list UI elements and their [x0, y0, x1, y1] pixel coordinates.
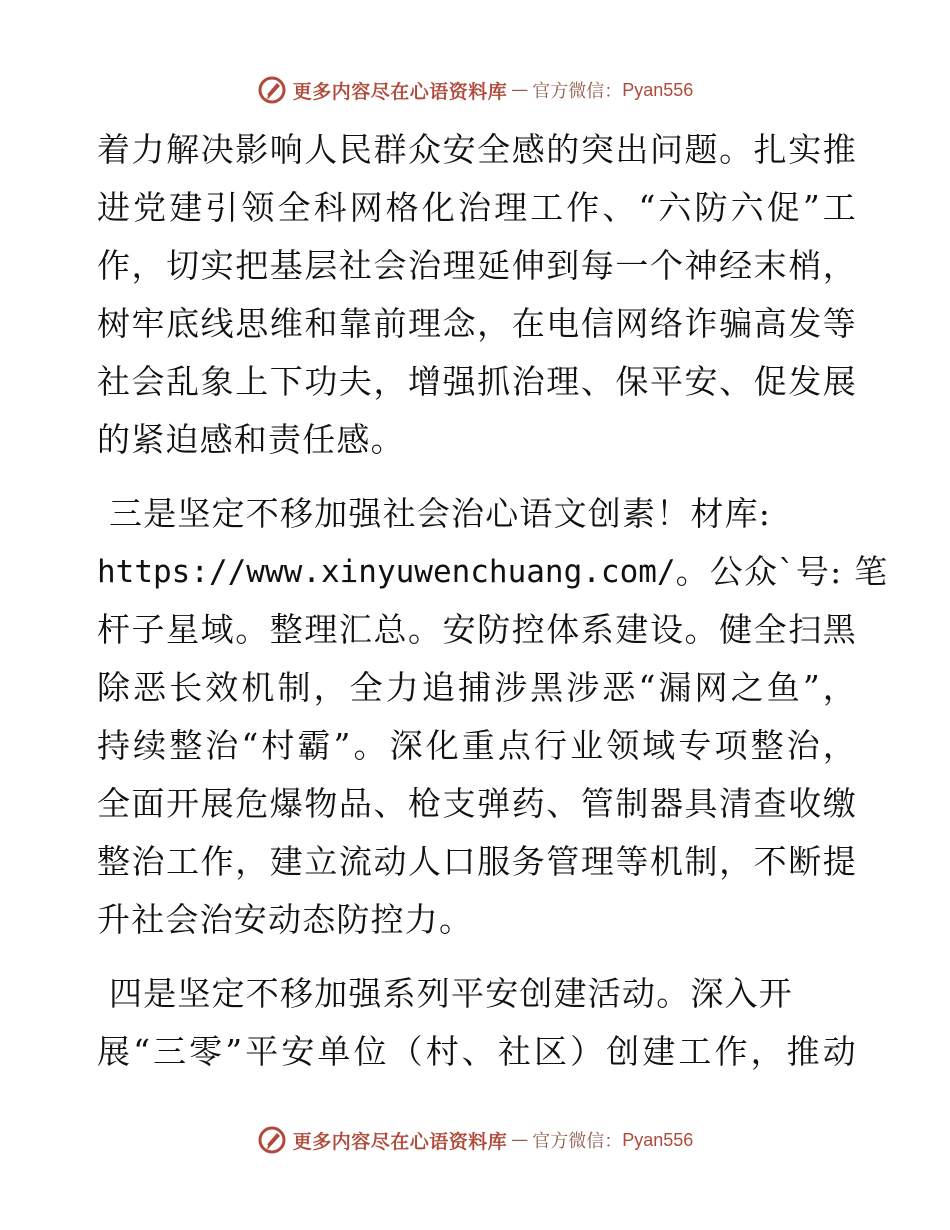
banner-wechat-label: 官方微信：: [532, 81, 623, 102]
banner-wechat-id: Pyan556: [622, 1129, 694, 1150]
text-line: 进党建引领全科网格化治理工作、“六防六促”工: [97, 188, 857, 227]
quill-logo-icon: [257, 75, 287, 105]
footer-watermark-banner: [0, 1123, 950, 1157]
header-watermark-banner: [0, 73, 950, 107]
text-line: 的紧迫感和责任感。: [97, 420, 405, 459]
text-line: 四是坚定不移加强系列平安创建活动。深入开: [109, 974, 793, 1013]
text-line: 升社会治安动态防控力。: [97, 900, 474, 939]
text-line: 社会乱象上下功夫，增强抓治理、保平安、促发展: [97, 362, 857, 401]
text-line: 整治工作，建立流动人口服务管理等机制，不断提: [97, 842, 857, 881]
banner-separator: —: [511, 1130, 529, 1150]
text-line: 着力解决影响人民群众安全感的突出问题。扎实推: [97, 130, 857, 169]
text-line: 三是坚定不移加强社会治心语文创素！材库:: [109, 494, 772, 533]
text-line: 作，切实把基层社会治理延伸到每一个神经末梢，: [97, 246, 857, 285]
source-url-link[interactable]: https://www.xinyuwenchuang.com/: [97, 554, 676, 590]
text-line: 全面开展危爆物品、枪支弹药、管制器具清查收缴: [97, 784, 857, 823]
quill-logo-icon: [257, 1125, 287, 1155]
banner-site-name: 更多内容尽在心语资料库: [292, 1130, 508, 1153]
text-line: 杆子星域。整理汇总。安防控体系建设。健全扫黑: [97, 610, 857, 649]
text-line: 持续整治“村霸”。深化重点行业领域专项整治，: [97, 726, 857, 765]
text-line-with-url: [97, 543, 889, 601]
text-line: 树牢底线思维和靠前理念，在电信网络诈骗高发等: [97, 304, 857, 343]
text-line: 除恶长效机制，全力追捕涉黑涉恶“漏网之鱼”，: [97, 668, 857, 707]
text-line: 展“三零”平安单位（村、社区）创建工作，推动: [97, 1032, 857, 1071]
banner-wechat-label: 官方微信：: [532, 1131, 623, 1152]
text-fragment: 。公众`号: 笔: [675, 552, 889, 591]
banner-site-name: 更多内容尽在心语资料库: [292, 80, 508, 103]
banner-separator: —: [511, 80, 529, 100]
banner-wechat-id: Pyan556: [622, 79, 694, 100]
document-body: [97, 121, 889, 1081]
